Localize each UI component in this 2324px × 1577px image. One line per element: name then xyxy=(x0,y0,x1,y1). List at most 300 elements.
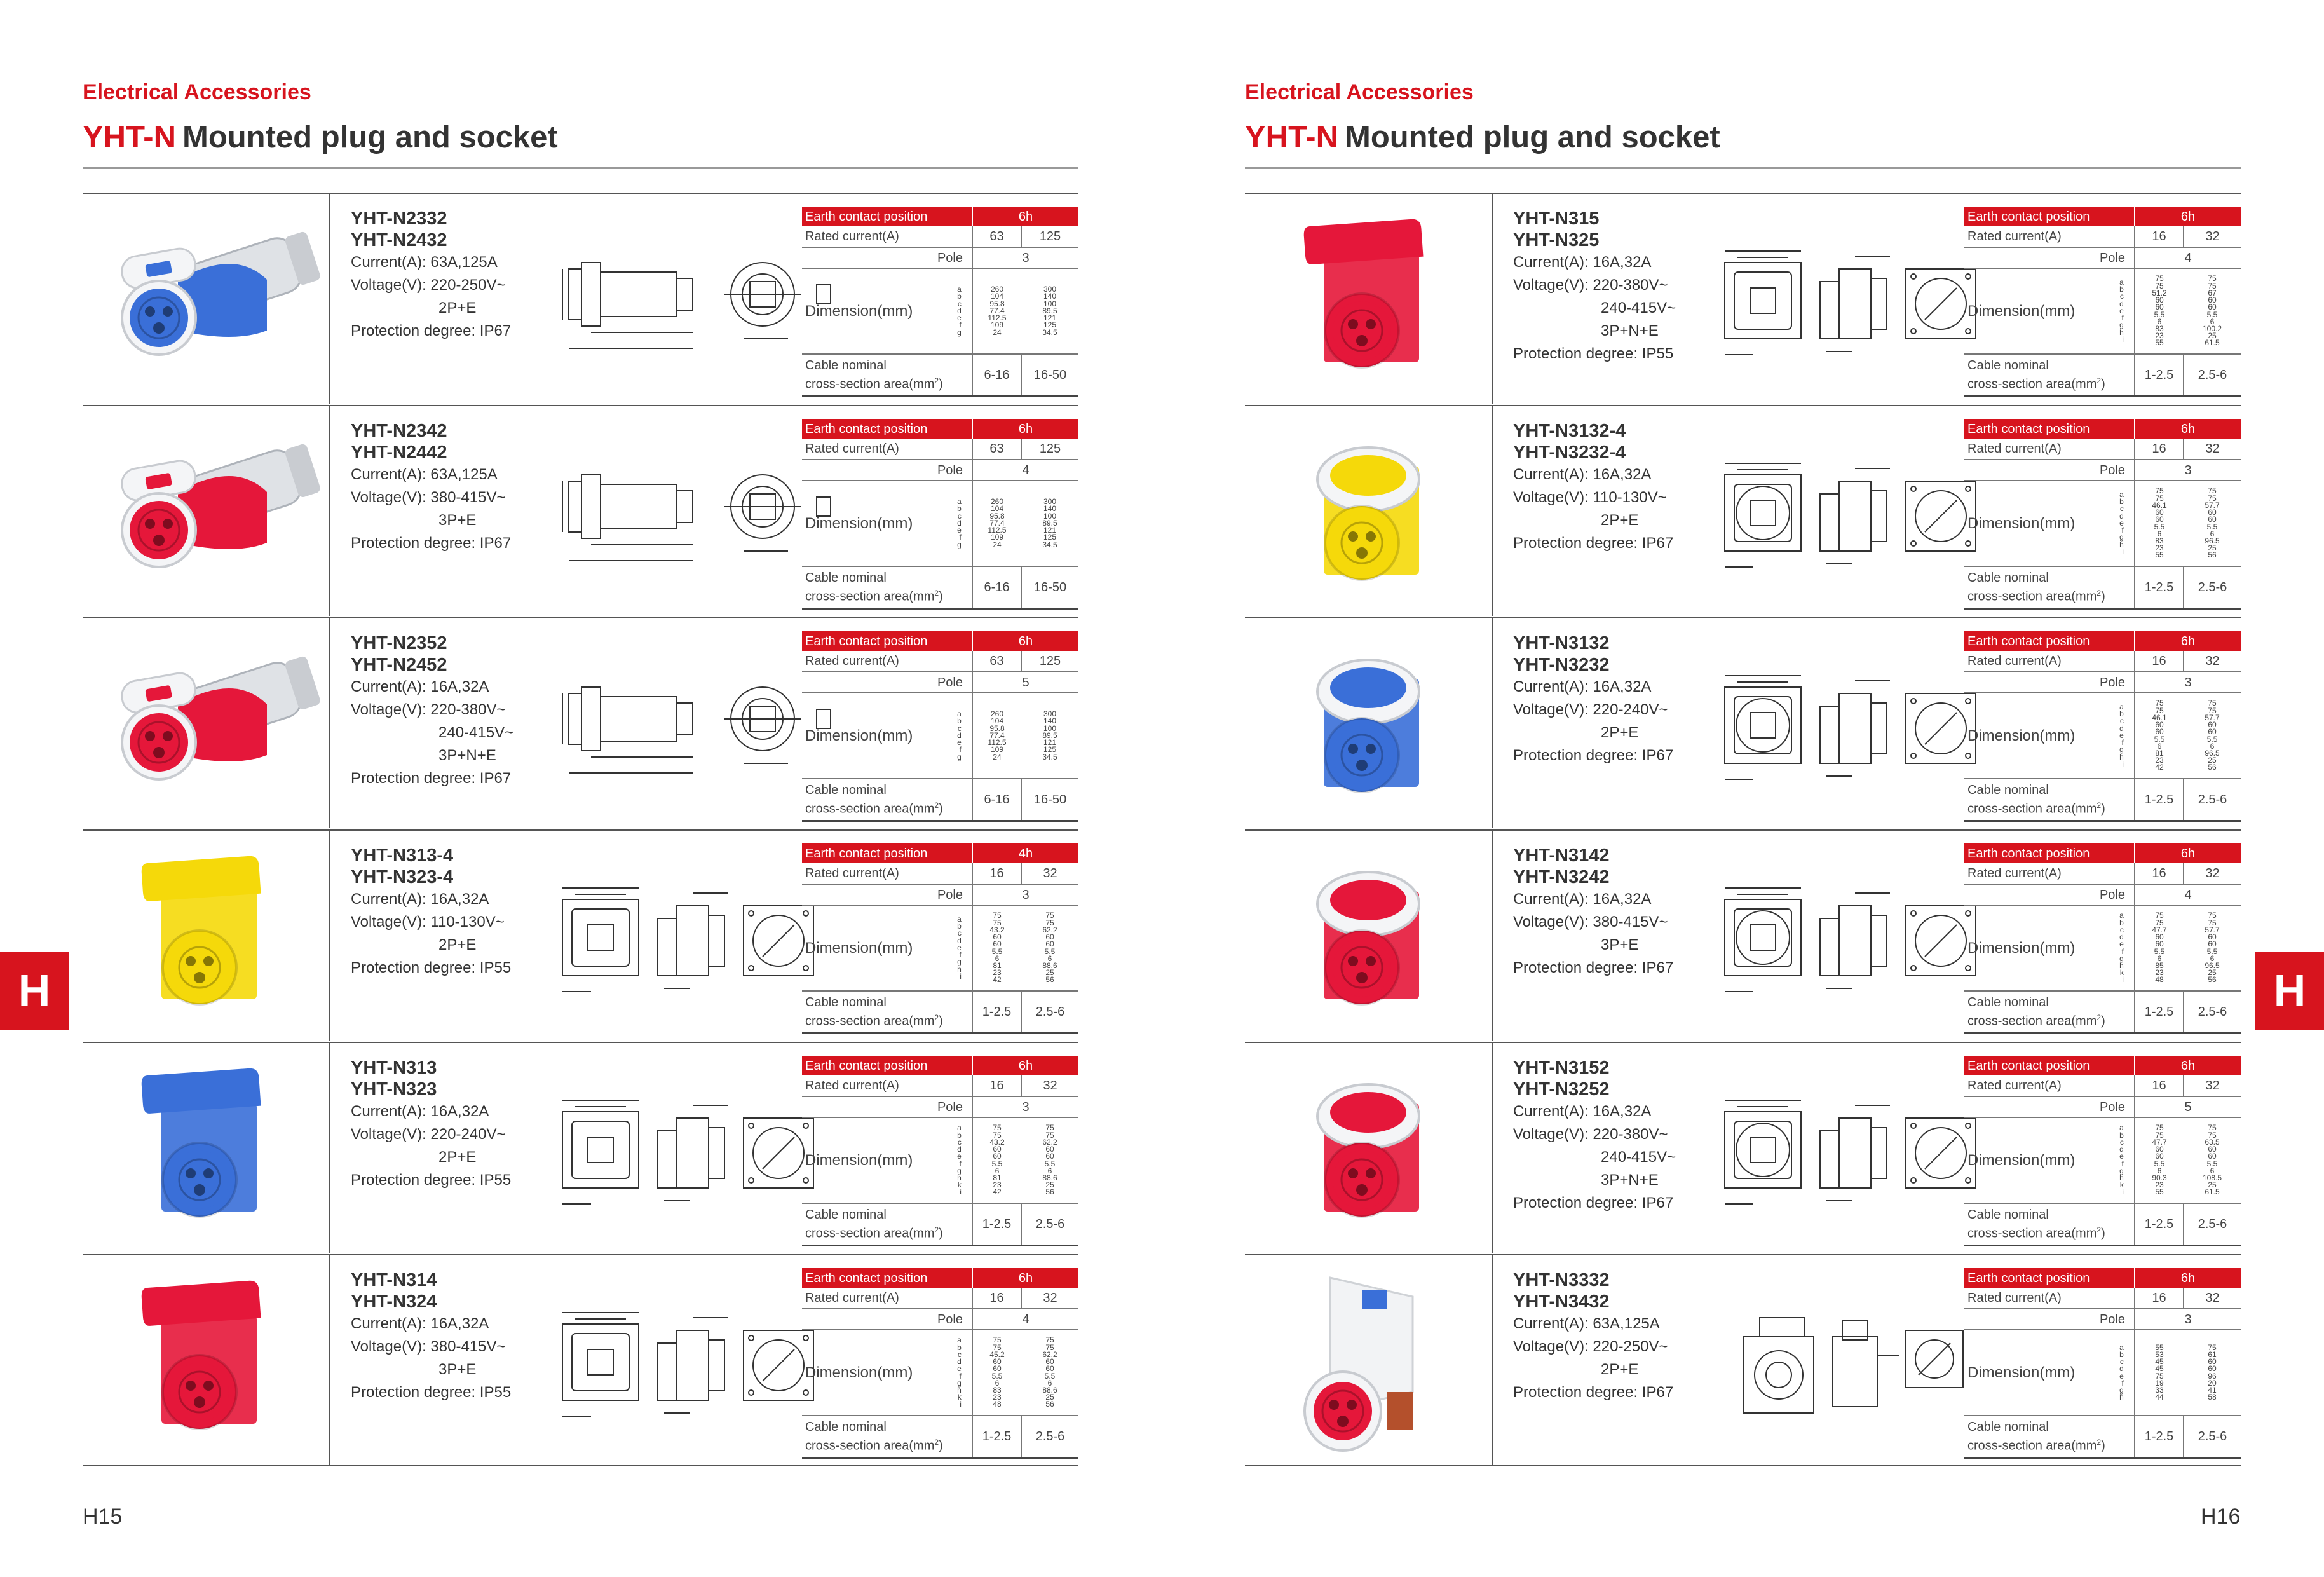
pole-value: 3 xyxy=(2135,1309,2241,1330)
title-rule xyxy=(83,167,1078,169)
voltage-spec: Voltage(V): 220-380V~ xyxy=(1513,276,1668,294)
dimension-value: 95.8 xyxy=(989,299,1005,308)
dimension-values-2 xyxy=(2184,1117,2241,1203)
dimension-label: Dimension(mm) xyxy=(805,514,913,532)
dimension-letters xyxy=(887,916,965,980)
protection-spec: Protection degree: IP55 xyxy=(1513,345,1674,362)
dimension-letter: c xyxy=(2119,925,2124,934)
product-row xyxy=(83,1042,1078,1254)
dimension-value: 42 xyxy=(2155,763,2164,772)
earth-contact-row xyxy=(1964,1268,2241,1288)
dimension-value: 75 xyxy=(2208,706,2217,715)
dimension-value: 75 xyxy=(2155,274,2164,283)
voltage-spec-extra: 2P+E xyxy=(1601,512,1639,529)
dimension-value: 53 xyxy=(2155,1349,2164,1359)
protection-spec: Protection degree: IP55 xyxy=(351,1384,512,1401)
dimension-row xyxy=(802,1117,1078,1203)
cable-label-line xyxy=(805,1435,968,1454)
dimension-letter: h xyxy=(957,1385,962,1395)
dimension-value: 45 xyxy=(2155,1357,2164,1367)
dimension-label: Dimension(mm) xyxy=(805,1151,913,1169)
dimension-value: 60 xyxy=(1045,1364,1054,1374)
dimension-letter: d xyxy=(957,306,962,315)
dimension-value: 46.1 xyxy=(2152,713,2167,722)
dimension-letter: e xyxy=(957,738,962,748)
cable-label-close: ) xyxy=(939,1438,943,1453)
dimension-value: 5.5 xyxy=(2154,522,2165,531)
dimension-row xyxy=(802,693,1078,779)
dimension-value: 60 xyxy=(2155,939,2164,949)
earth-contact-label: Earth contact position xyxy=(802,843,972,863)
dimension-letter: a xyxy=(2119,1342,2124,1352)
dimension-value: 104 xyxy=(990,504,1004,514)
product-photo xyxy=(83,1043,330,1253)
dimension-value: 75 xyxy=(2155,918,2164,927)
dimension-value: 96 xyxy=(2208,1371,2217,1381)
dimension-letter: h xyxy=(957,1173,962,1182)
socket-image xyxy=(83,618,329,828)
cable-row xyxy=(802,354,1078,396)
product-row xyxy=(1245,1254,2241,1466)
dimension-letter: d xyxy=(2119,1145,2124,1154)
protection-spec: Protection degree: IP67 xyxy=(1513,535,1674,552)
pole-row xyxy=(1964,247,2241,268)
dimension-letter: g xyxy=(957,540,962,549)
earth-contact-value: 6h xyxy=(972,207,1078,226)
voltage-spec-extra: 240-415V~ xyxy=(1601,299,1676,317)
rated-current-value: 16 xyxy=(2135,226,2184,247)
dimension-label: Dimension(mm) xyxy=(1967,302,2076,320)
dimension-value: 75 xyxy=(2208,918,2217,927)
rated-current-label: Rated current(A) xyxy=(1964,863,2135,884)
dimension-value: 48 xyxy=(993,1400,1002,1409)
dimension-letter: h xyxy=(2119,960,2124,970)
model-number: YHT-N3432 xyxy=(1513,1292,1610,1312)
dimension-letter: e xyxy=(957,313,962,323)
dimension-value: 56 xyxy=(2208,763,2217,772)
rated-current-value: 63 xyxy=(972,651,1021,672)
product-row xyxy=(83,1254,1078,1466)
cable-label-close: ) xyxy=(939,802,943,816)
cable-label xyxy=(802,1416,972,1458)
rated-current-value: 16 xyxy=(2135,863,2184,884)
dimension-value: 43.2 xyxy=(989,1137,1005,1147)
dimension-letters xyxy=(887,1337,965,1408)
dimension-label: Dimension(mm) xyxy=(1967,1151,2076,1169)
rated-current-value: 32 xyxy=(1021,1288,1078,1309)
dimension-letter: a xyxy=(2119,702,2124,712)
rated-current-value: 32 xyxy=(2184,1075,2241,1096)
cable-label xyxy=(802,354,972,396)
pole-value: 4 xyxy=(2135,884,2241,905)
cable-value: 6-16 xyxy=(972,566,1021,608)
dimension-value: 112.5 xyxy=(988,313,1007,323)
dimension-value: 56 xyxy=(1045,1187,1054,1197)
voltage-spec-extra: 240-415V~ xyxy=(438,724,514,741)
dimension-value: 25 xyxy=(1045,968,1054,978)
dimension-value: 121 xyxy=(1043,738,1057,748)
dimension-value: 5.5 xyxy=(2154,310,2165,319)
dimension-value: 85 xyxy=(2155,960,2164,970)
product-row xyxy=(1245,1042,2241,1254)
protection-spec: Protection degree: IP67 xyxy=(1513,959,1674,976)
dimension-letter: b xyxy=(957,922,962,931)
current-spec: Current(A): 63A,125A xyxy=(1513,1315,1660,1332)
socket-image xyxy=(83,1255,329,1465)
dimension-letter: c xyxy=(2119,1137,2124,1147)
dimension-value: 55 xyxy=(2155,1342,2164,1352)
pole-value: 3 xyxy=(972,247,1078,268)
earth-contact-value: 6h xyxy=(972,1268,1078,1288)
rated-current-label: Rated current(A) xyxy=(802,863,972,884)
dimension-value: 60 xyxy=(2208,515,2217,524)
dimension-value: 34.5 xyxy=(1042,327,1057,337)
dimension-value: 57.7 xyxy=(2205,713,2220,722)
dimension-value: 23 xyxy=(2155,543,2164,553)
dimension-letter: f xyxy=(2121,738,2124,748)
dimension-value: 58 xyxy=(2208,1393,2217,1402)
dimension-value: 60 xyxy=(993,939,1002,949)
current-spec: Current(A): 63A,125A xyxy=(351,466,498,483)
dimension-value: 24 xyxy=(993,327,1002,337)
pole-value: 4 xyxy=(972,460,1078,481)
dimension-value: 88.6 xyxy=(1042,1385,1057,1395)
dimension-letter: a xyxy=(957,915,962,924)
dimension-value: 5.5 xyxy=(1044,1159,1056,1168)
product-description xyxy=(351,420,567,555)
pole-label: Pole xyxy=(1964,672,2135,693)
voltage-spec-extra: 2P+E xyxy=(438,936,477,953)
dimension-value: 5.5 xyxy=(2206,310,2218,319)
dimension-row xyxy=(802,268,1078,354)
dimension-value: 83 xyxy=(2155,324,2164,333)
dimension-value: 51.2 xyxy=(2152,288,2167,297)
voltage-spec-extra: 2P+E xyxy=(438,1149,477,1166)
cable-label-line xyxy=(805,798,968,817)
dimension-value: 44 xyxy=(2155,1393,2164,1402)
cable-label-sup: 2 xyxy=(934,376,939,385)
cable-label-close: ) xyxy=(2101,1438,2105,1453)
pole-value: 5 xyxy=(2135,1096,2241,1117)
dimension-letter: c xyxy=(2119,504,2124,514)
dimension-letter: h xyxy=(2119,752,2124,761)
dimension-value: 95.8 xyxy=(989,511,1005,521)
rated-current-row xyxy=(1964,1075,2241,1096)
dimension-value: 75 xyxy=(2155,699,2164,708)
socket-image xyxy=(1245,831,1492,1041)
dimension-value: 60 xyxy=(1045,1357,1054,1367)
dimension-value: 83 xyxy=(2155,536,2164,545)
dimension-values-2 xyxy=(2184,268,2241,354)
cable-value: 1-2.5 xyxy=(2135,1203,2184,1245)
dimension-values-1 xyxy=(2135,1330,2184,1416)
cable-row xyxy=(1964,1203,2241,1245)
cable-label-text: cross-section area(mm xyxy=(805,1226,935,1241)
socket-image xyxy=(1245,1255,1492,1465)
dimension-value: 60 xyxy=(2208,1152,2217,1161)
cable-label-line: Cable nominal xyxy=(805,1207,887,1222)
dimension-value: 5.5 xyxy=(2206,1159,2218,1168)
dimension-value: 23 xyxy=(993,968,1002,978)
product-description xyxy=(1513,845,1729,980)
product-photo xyxy=(1245,831,1493,1041)
dimension-value: 75 xyxy=(2208,1130,2217,1140)
rated-current-label: Rated current(A) xyxy=(802,439,972,460)
product-photo xyxy=(1245,1043,1493,1253)
dimension-value: 75 xyxy=(993,1130,1002,1140)
rated-current-row xyxy=(1964,439,2241,460)
protection-spec: Protection degree: IP55 xyxy=(351,1171,512,1189)
dimension-value: 60 xyxy=(993,1145,1002,1154)
model-number: YHT-N3132-4 xyxy=(1513,421,1626,441)
dimension-value: 6 xyxy=(1047,1166,1052,1175)
voltage-spec: Voltage(V): 110-130V~ xyxy=(351,913,505,931)
voltage-spec-extra: 2P+E xyxy=(1601,1361,1639,1378)
dimension-value: 60 xyxy=(1045,1152,1054,1161)
dimension-value: 25 xyxy=(1045,1393,1054,1402)
dimension-value: 112.5 xyxy=(988,738,1007,748)
dimension-value: 46.1 xyxy=(2152,500,2167,510)
dimension-value: 300 xyxy=(1043,709,1057,719)
protection-spec: Protection degree: IP67 xyxy=(1513,1384,1674,1401)
dimension-letter: b xyxy=(957,292,962,301)
dimension-value: 6 xyxy=(995,1378,1000,1388)
dimension-value: 5.5 xyxy=(2154,1159,2165,1168)
dimension-letter: i xyxy=(960,1187,962,1197)
dimension-letters xyxy=(2049,704,2128,768)
dimension-letter: a xyxy=(957,1335,962,1345)
dimension-values-1 xyxy=(972,481,1021,566)
cable-label-close: ) xyxy=(939,1014,943,1028)
rated-current-row xyxy=(1964,1288,2241,1309)
dimension-letter: d xyxy=(2119,1364,2124,1374)
dimension-row xyxy=(1964,905,2241,991)
dimension-value: 75 xyxy=(2155,1130,2164,1140)
dimension-value: 60 xyxy=(2155,932,2164,942)
dimension-value: 23 xyxy=(2155,331,2164,341)
model-number: YHT-N2342 xyxy=(351,421,447,441)
dimension-value: 57.7 xyxy=(2205,925,2220,934)
product-description xyxy=(351,1269,567,1404)
dimension-value: 75 xyxy=(1045,1342,1054,1352)
dimension-letter: a xyxy=(957,497,962,507)
dimension-value: 96.5 xyxy=(2205,536,2220,545)
dimension-letters xyxy=(2049,912,2128,983)
dimension-value: 89.5 xyxy=(1042,730,1057,740)
dimension-value: 6 xyxy=(2157,529,2162,538)
earth-contact-value: 6h xyxy=(2135,1268,2241,1288)
dimension-label-cell xyxy=(1964,481,2135,566)
cable-label-line: Cable nominal xyxy=(805,358,887,372)
rated-current-value: 16 xyxy=(2135,1075,2184,1096)
dimension-letter: d xyxy=(957,730,962,740)
dimension-label: Dimension(mm) xyxy=(1967,727,2076,744)
cable-value: 16-50 xyxy=(1021,566,1078,608)
model-number: YHT-N3232-4 xyxy=(1513,442,1626,463)
dimension-value: 41 xyxy=(2208,1385,2217,1395)
product-grid xyxy=(83,193,1078,1466)
pole-label: Pole xyxy=(1964,247,2135,268)
dimension-value: 60 xyxy=(2208,1364,2217,1374)
dimension-value: 60 xyxy=(2155,303,2164,312)
dimension-values-2 xyxy=(1021,905,1078,991)
dimension-label-cell xyxy=(802,481,972,566)
dimension-value: 5.5 xyxy=(2206,734,2218,744)
voltage-spec: Voltage(V): 220-240V~ xyxy=(351,1126,506,1143)
rated-current-value: 63 xyxy=(972,439,1021,460)
dimension-value: 75 xyxy=(2155,281,2164,290)
rated-current-row xyxy=(802,1288,1078,1309)
pole-row xyxy=(802,460,1078,481)
cable-label-line: Cable nominal xyxy=(805,570,887,585)
dimension-letter: f xyxy=(2121,313,2124,323)
dimension-label: Dimension(mm) xyxy=(1967,1363,2076,1381)
dimension-value: 63.5 xyxy=(2205,1137,2220,1147)
earth-contact-label: Earth contact position xyxy=(802,419,972,439)
dimension-value: 104 xyxy=(990,292,1004,301)
dimension-value: 5.5 xyxy=(2154,946,2165,956)
model-number: YHT-N313-4 xyxy=(351,845,454,866)
dimension-letter: e xyxy=(2119,306,2124,315)
pole-label: Pole xyxy=(1964,884,2135,905)
cable-label-line xyxy=(1967,1010,2131,1029)
model-number: YHT-N3232 xyxy=(1513,655,1610,675)
cable-value: 6-16 xyxy=(972,779,1021,821)
rated-current-value: 125 xyxy=(1021,226,1078,247)
dimension-letter: i xyxy=(2122,759,2124,768)
socket-image xyxy=(83,1043,329,1253)
socket-image xyxy=(1245,1043,1492,1253)
cable-label-sup: 2 xyxy=(2096,588,2102,597)
cable-label xyxy=(802,566,972,608)
dimension-value: 75 xyxy=(1045,1130,1054,1140)
product-row xyxy=(1245,829,2241,1042)
dimension-row xyxy=(1964,693,2241,779)
dimension-value: 81 xyxy=(993,1173,1002,1182)
dimension-value: 109 xyxy=(990,533,1004,542)
dimension-value: 6 xyxy=(2210,1166,2215,1175)
dimension-value: 109 xyxy=(990,320,1004,330)
cable-label-text: cross-section area(mm xyxy=(1967,802,2097,816)
dimension-value: 45.2 xyxy=(989,1349,1005,1359)
category-heading: Electrical Accessories xyxy=(1245,80,1474,104)
section-tab: H xyxy=(0,952,69,1030)
dimension-letter: e xyxy=(957,1364,962,1374)
earth-contact-value: 4h xyxy=(972,843,1078,863)
cable-value: 2.5-6 xyxy=(1021,991,1078,1033)
dimension-value: 300 xyxy=(1043,497,1057,507)
spec-table xyxy=(1964,631,2241,822)
pole-label: Pole xyxy=(802,247,972,268)
model-number: YHT-N325 xyxy=(1513,230,1600,250)
dimension-row xyxy=(802,1330,1078,1416)
dimension-value: 23 xyxy=(993,1393,1002,1402)
dimension-values-1 xyxy=(972,1330,1021,1416)
dimension-value: 56 xyxy=(2208,550,2217,560)
model-number: YHT-N2352 xyxy=(351,633,447,653)
dimension-value: 75 xyxy=(2208,486,2217,496)
cable-label-line: Cable nominal xyxy=(1967,570,2049,585)
dimension-letter: a xyxy=(2119,278,2124,287)
cable-value: 1-2.5 xyxy=(2135,779,2184,821)
dimension-value: 60 xyxy=(993,1152,1002,1161)
dimension-letter: f xyxy=(2121,526,2124,535)
product-photo xyxy=(83,831,330,1041)
dimension-value: 6 xyxy=(2157,953,2162,963)
earth-contact-value: 6h xyxy=(2135,1056,2241,1075)
model-number: YHT-N3142 xyxy=(1513,845,1610,866)
spec-table xyxy=(802,1268,1078,1459)
product-row xyxy=(1245,617,2241,829)
dimension-value: 56 xyxy=(1045,975,1054,985)
dimension-letter: c xyxy=(957,929,962,938)
cable-label-line: Cable nominal xyxy=(1967,358,2049,372)
rated-current-value: 32 xyxy=(2184,1288,2241,1309)
dimension-value: 100 xyxy=(1043,299,1057,308)
dimension-label-cell xyxy=(802,905,972,991)
cable-label xyxy=(1964,354,2135,396)
dimension-value: 75 xyxy=(993,911,1002,920)
cable-label-text: cross-section area(mm xyxy=(1967,1226,2097,1241)
product-photo xyxy=(1245,618,1493,828)
dimension-value: 88.6 xyxy=(1042,1173,1057,1182)
earth-contact-row xyxy=(802,207,1078,226)
cable-label xyxy=(1964,1203,2135,1245)
cable-label-text: cross-section area(mm xyxy=(805,1014,935,1028)
cable-label-line: Cable nominal xyxy=(1967,995,2049,1009)
dimension-value: 60 xyxy=(2155,508,2164,517)
pole-value: 3 xyxy=(2135,672,2241,693)
dimension-value: 60 xyxy=(2208,727,2217,737)
rated-current-value: 32 xyxy=(2184,863,2241,884)
cable-label-line xyxy=(1967,798,2131,817)
dimension-value: 6 xyxy=(995,1166,1000,1175)
dimension-value: 55 xyxy=(2155,338,2164,348)
cable-label-sup: 2 xyxy=(934,800,939,810)
dimension-value: 5.5 xyxy=(2206,522,2218,531)
cable-value: 1-2.5 xyxy=(2135,566,2184,608)
pole-row xyxy=(802,1309,1078,1330)
dimension-label-cell xyxy=(1964,693,2135,779)
pole-label: Pole xyxy=(1964,1309,2135,1330)
earth-contact-label: Earth contact position xyxy=(802,1268,972,1288)
dimension-value: 61 xyxy=(2208,1349,2217,1359)
product-description xyxy=(351,208,567,343)
dimension-letter: g xyxy=(2119,1166,2124,1175)
dimension-value: 75 xyxy=(993,918,1002,927)
cable-label-line xyxy=(1967,1435,2131,1454)
cable-label-close: ) xyxy=(939,589,943,604)
dimension-label-cell xyxy=(802,1117,972,1203)
product-row xyxy=(83,193,1078,405)
dimension-letter: b xyxy=(2119,285,2124,294)
model-number: YHT-N3242 xyxy=(1513,867,1610,887)
earth-contact-row xyxy=(802,631,1078,651)
page-h16 xyxy=(1162,0,2324,1577)
current-spec: Current(A): 16A,32A xyxy=(351,891,489,908)
rated-current-row xyxy=(802,1075,1078,1096)
dimension-letter: i xyxy=(2122,1187,2124,1197)
product-photo xyxy=(83,406,330,616)
dimension-value: 60 xyxy=(1045,1145,1054,1154)
spec-table xyxy=(802,843,1078,1034)
dimension-values-1 xyxy=(972,1117,1021,1203)
dimension-value: 75 xyxy=(2208,1342,2217,1352)
dimension-value: 25 xyxy=(2208,756,2217,765)
dimension-values-2 xyxy=(1021,268,1078,354)
dimension-value: 25 xyxy=(2208,968,2217,978)
rated-current-row xyxy=(802,439,1078,460)
